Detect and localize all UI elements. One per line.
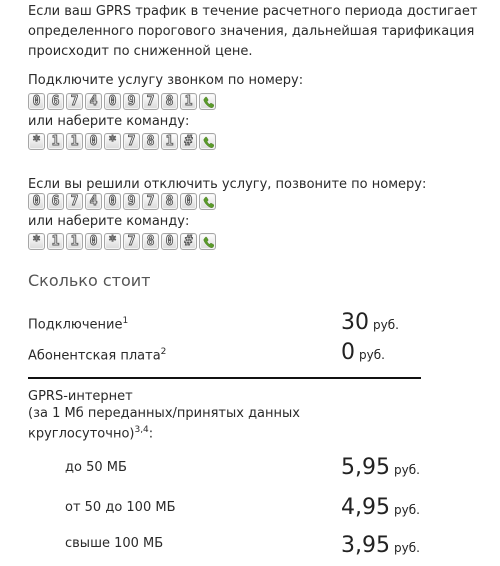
monthly-fee-label [28, 347, 166, 363]
keypad-key: 7 [142, 93, 159, 110]
connection-fee-value: 30 [341, 310, 369, 335]
gprs-note-line1: (за 1 Мб переданных/принятых данных [28, 406, 300, 421]
gprs-colon: : [148, 426, 154, 442]
keypad-key: 0 [85, 233, 102, 250]
connection-fee-price [341, 310, 399, 335]
keypad-key: 6 [47, 193, 64, 210]
keypad-key: 4 [85, 193, 102, 210]
keypad-key: 0 [28, 193, 45, 210]
gprs-tier-currency: руб. [393, 463, 420, 477]
keypad-key: 7 [123, 133, 140, 150]
keypad-key: 1 [47, 133, 64, 150]
keypad-key: # [180, 233, 197, 250]
connection-fee-footnote: 1 [122, 316, 129, 326]
gprs-note-line2 [28, 422, 300, 442]
connect-dial-keypad [28, 133, 216, 150]
gprs-tier-currency: руб. [393, 541, 420, 555]
keypad-key: * [104, 133, 121, 150]
gprs-tier-price [341, 533, 420, 558]
keypad-key: 8 [161, 193, 178, 210]
keypad-key: 8 [161, 93, 178, 110]
pricing-title: Сколько стоит [28, 271, 151, 290]
keypad-key: * [104, 233, 121, 250]
monthly-fee-currency: руб. [359, 348, 385, 362]
connect-call-label: Подключите услугу звонком по номеру: [28, 73, 304, 88]
keypad-key: 7 [142, 193, 159, 210]
keypad-key: 8 [142, 233, 159, 250]
keypad-key: 8 [142, 133, 159, 150]
gprs-note-text: круглосуточно) [28, 426, 135, 442]
gprs-tier-value: 5,95 [341, 455, 390, 480]
connection-fee-label [28, 316, 128, 332]
keypad-key: 0 [180, 193, 197, 210]
intro-text: Если ваш GPRS трафик в течение расчетного периода достигает определенного порогового значения, дальнейшая тарификация происходит по сниженной цене. [28, 4, 478, 59]
phone-handset-icon [199, 133, 216, 150]
keypad-key: 0 [85, 133, 102, 150]
phone-handset-icon [199, 93, 216, 110]
gprs-tier-value: 3,95 [341, 533, 390, 558]
gprs-tier-currency: руб. [393, 503, 420, 517]
monthly-fee-text: Абонентская плата [28, 348, 161, 364]
gprs-tier-label: от 50 до 100 МБ [65, 500, 176, 515]
keypad-key: * [28, 133, 45, 150]
keypad-key: 4 [85, 93, 102, 110]
connect-dial-label: или наберите команду: [28, 114, 190, 129]
keypad-key: 7 [66, 93, 83, 110]
keypad-key: # [180, 133, 197, 150]
gprs-footnote: 3,4 [134, 425, 149, 435]
keypad-key: 7 [66, 193, 83, 210]
keypad-key: 0 [161, 233, 178, 250]
monthly-fee-value: 0 [341, 340, 355, 365]
gprs-tier-label: свыше 100 МБ [65, 536, 164, 551]
disconnect-dial-keypad [28, 233, 216, 250]
keypad-key: * [28, 233, 45, 250]
keypad-key: 1 [161, 133, 178, 150]
keypad-key: 7 [123, 233, 140, 250]
keypad-key: 0 [104, 93, 121, 110]
monthly-fee-price [341, 340, 385, 365]
phone-handset-icon [199, 193, 216, 210]
disconnect-call-keypad [28, 193, 216, 210]
keypad-key: 1 [180, 93, 197, 110]
keypad-key: 1 [47, 233, 64, 250]
gprs-tier-value: 4,95 [341, 495, 390, 520]
keypad-key: 0 [104, 193, 121, 210]
disconnect-call-label: Если вы решили отключить услугу, позвоните по номеру: [28, 177, 427, 192]
keypad-key: 0 [28, 93, 45, 110]
gprs-tier-price [341, 455, 420, 480]
phone-handset-icon [199, 233, 216, 250]
connection-fee-currency: руб. [373, 318, 399, 332]
disconnect-dial-label: или наберите команду: [28, 214, 190, 229]
pricing-divider [28, 377, 421, 379]
gprs-title: GPRS-интернет [28, 389, 133, 404]
connect-call-keypad [28, 93, 216, 110]
gprs-tier-price [341, 495, 420, 520]
keypad-key: 9 [123, 193, 140, 210]
keypad-key: 1 [66, 233, 83, 250]
keypad-key: 6 [47, 93, 64, 110]
connection-fee-text: Подключение [28, 317, 123, 333]
gprs-header [28, 388, 300, 442]
keypad-key: 1 [66, 133, 83, 150]
keypad-key: 9 [123, 93, 140, 110]
gprs-tier-label: до 50 МБ [65, 460, 127, 475]
monthly-fee-footnote: 2 [160, 347, 167, 357]
